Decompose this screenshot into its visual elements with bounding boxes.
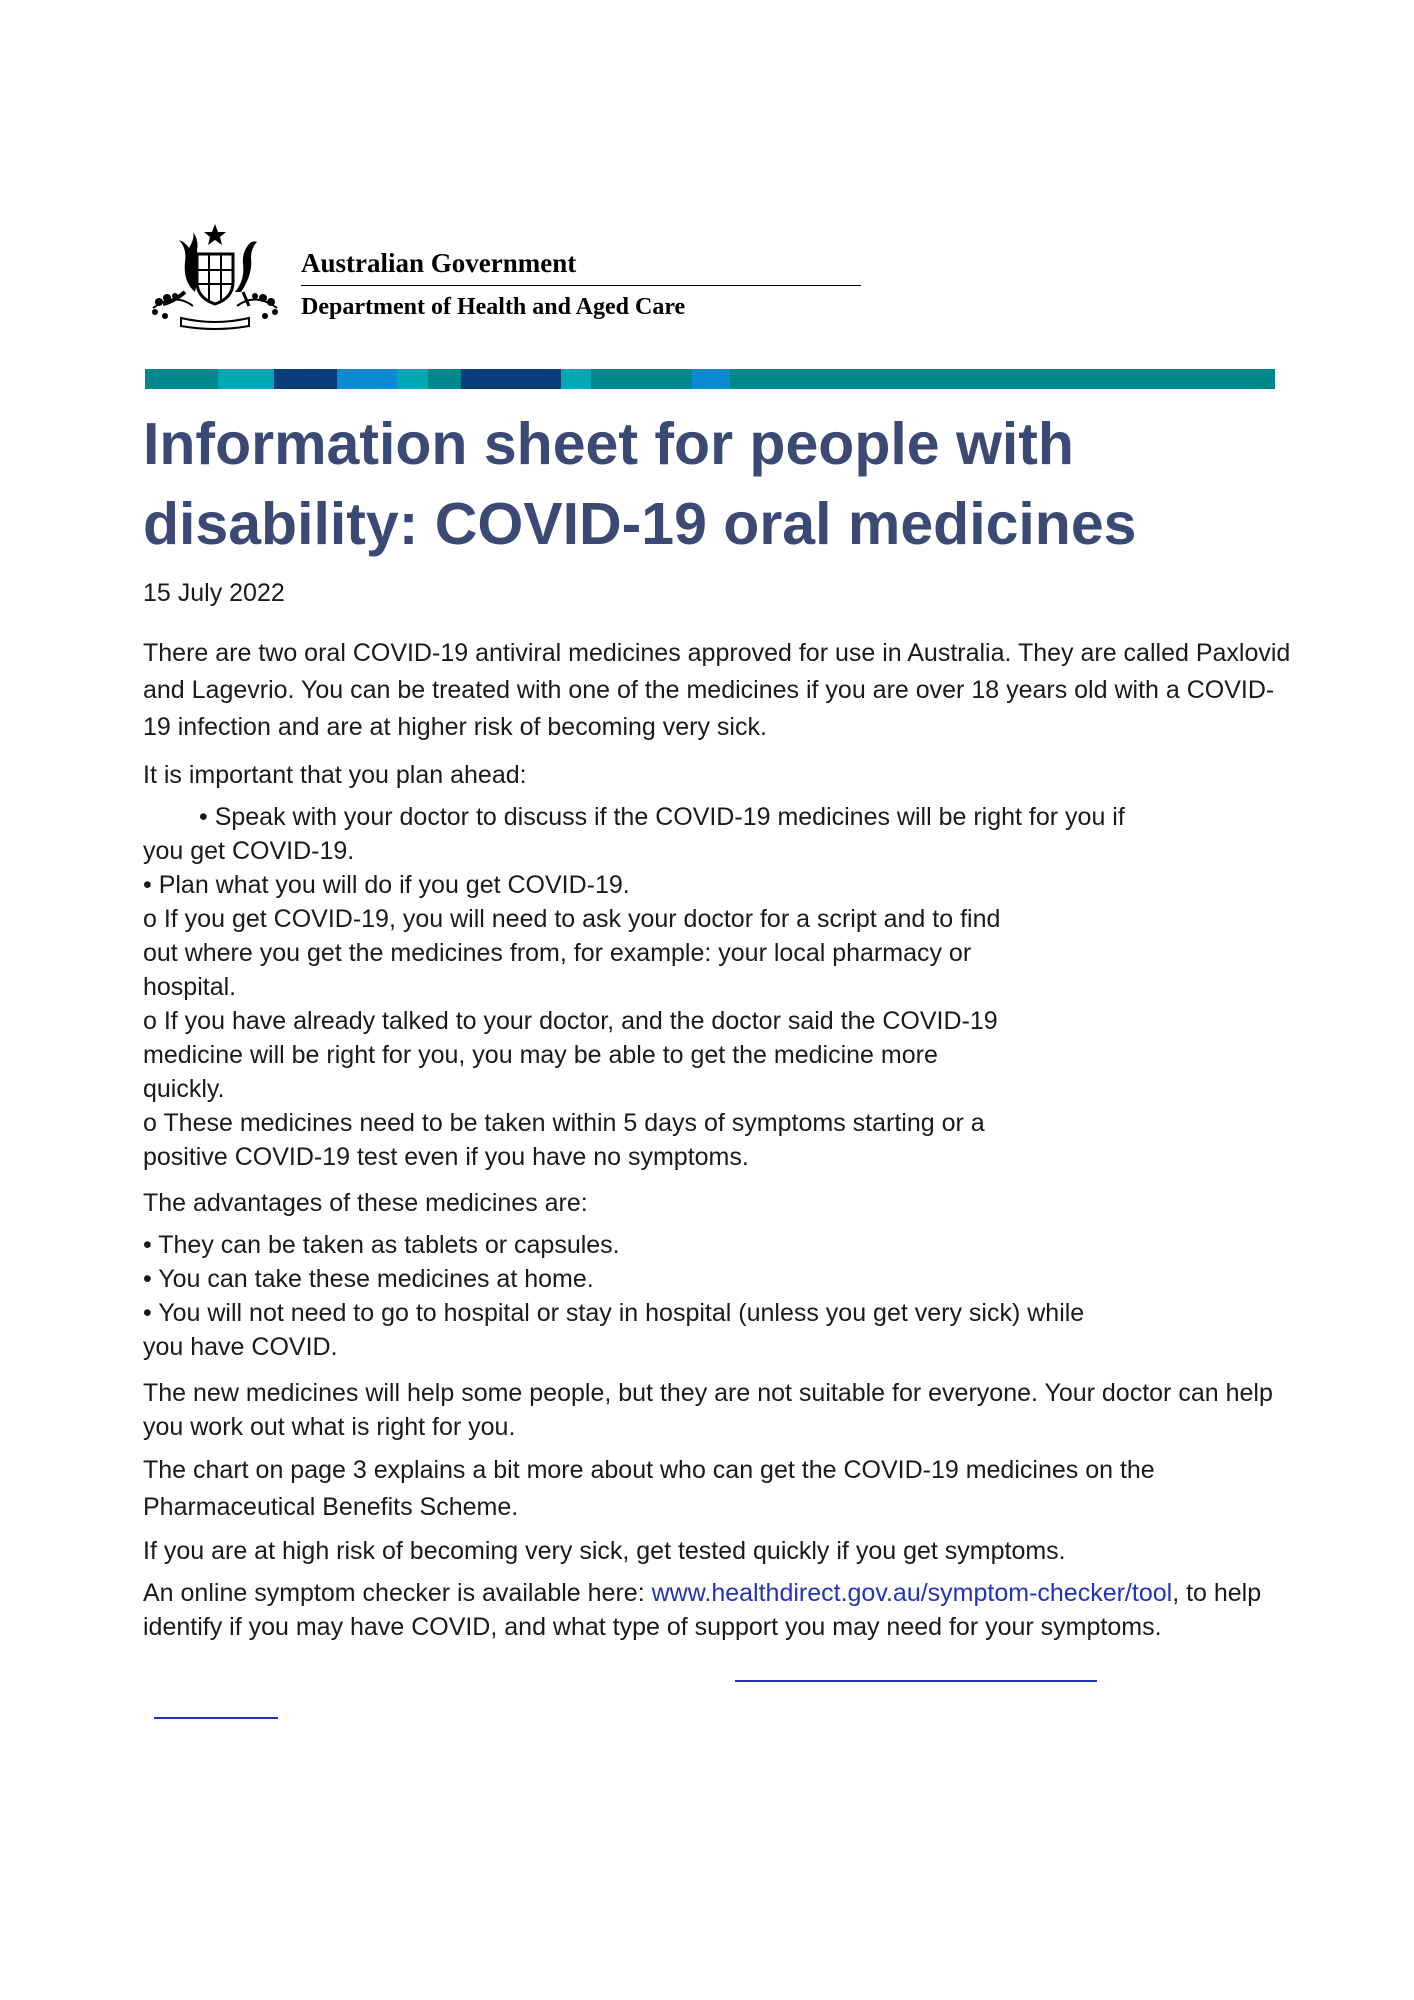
title-line-1: Information sheet for people with — [143, 411, 1074, 477]
advantages-list — [143, 1228, 1293, 1364]
department-name: Department of Health and Aged Care — [301, 294, 686, 320]
list-item: • You can take these medicines at home. — [143, 1265, 594, 1293]
coat-of-arms-icon — [145, 222, 285, 330]
band-segment — [692, 369, 730, 389]
chart-reference-paragraph: The chart on page 3 explains a bit more about who can get the COVID-19 medicines on the Pharmaceutical Benefits Scheme. — [143, 1456, 1155, 1521]
list-item: o These medicines need to be taken within 5 days of symptoms starting or a — [143, 1109, 985, 1137]
list-item: • You will not need to go to hospital or stay in hospital (unless you get very sick) while — [143, 1299, 1085, 1327]
plan-heading: It is important that you plan ahead: — [143, 761, 527, 789]
header-colour-band — [145, 369, 1275, 389]
list-item: out where you get the medicines from, for example: your local pharmacy or — [143, 939, 972, 967]
list-item: quickly. — [143, 1075, 225, 1103]
list-item: hospital. — [143, 973, 237, 1001]
page-title — [143, 404, 1283, 564]
link-underline — [154, 1717, 278, 1719]
title-line-2: disability: COVID-19 oral medicines — [143, 491, 1137, 557]
symptom-checker-outro: , to help identify if you may have COVID, and what type of support you may need for your symptoms. — [143, 1579, 1262, 1641]
symptom-checker-link[interactable]: www.healthdirect.gov.au/symptom-checker/tool — [651, 1579, 1173, 1607]
plan-list — [143, 800, 1293, 1174]
band-segment — [218, 369, 274, 389]
list-item: • Plan what you will do if you get COVID-19. — [143, 871, 630, 899]
band-segment — [274, 369, 337, 389]
publication-date: 15 July 2022 — [143, 579, 285, 607]
list-item: positive COVID-19 test even if you have no symptoms. — [143, 1143, 749, 1171]
advantages-heading: The advantages of these medicines are: — [143, 1189, 588, 1217]
list-item: o If you get COVID-19, you will need to ask your doctor for a script and to find — [143, 905, 1001, 933]
band-segment — [145, 369, 218, 389]
band-segment — [397, 369, 428, 389]
suitability-paragraph: The new medicines will help some people, but they are not suitable for everyone. Your doctor can help you work out what is right for you. — [143, 1379, 1273, 1441]
government-name: Australian Government — [301, 246, 861, 286]
band-segment — [461, 369, 561, 389]
band-segment — [337, 369, 397, 389]
list-item: • Speak with your doctor to discuss if the COVID-19 medicines will be right for you if — [199, 803, 1125, 831]
government-logo — [145, 222, 720, 330]
band-segment — [428, 369, 461, 389]
list-item: medicine will be right for you, you may be able to get the medicine more — [143, 1041, 938, 1069]
list-item: you have COVID. — [143, 1333, 338, 1361]
symptom-checker-intro: An online symptom checker is available here: — [143, 1579, 652, 1607]
symptom-checker-paragraph — [143, 1576, 1293, 1644]
intro-paragraph: There are two oral COVID-19 antiviral medicines approved for use in Australia. They are called Paxlovid and Lagevrio. You can be treated with one of the medicines if you are over 18 years old with a COVID-19 infection and are at higher risk of becoming very sick. — [143, 639, 1291, 741]
band-segment — [730, 369, 1275, 389]
list-item: o If you have already talked to your doctor, and the doctor said the COVID-19 — [143, 1007, 998, 1035]
band-segment — [561, 369, 591, 389]
high-risk-paragraph: If you are at high risk of becoming very sick, get tested quickly if you get symptoms. — [143, 1537, 1066, 1565]
list-item: • They can be taken as tablets or capsules. — [143, 1231, 620, 1259]
list-item: you get COVID-19. — [143, 837, 355, 865]
government-wordmark — [301, 246, 861, 323]
document-body — [143, 576, 1293, 1656]
band-segment — [591, 369, 692, 389]
link-underline — [735, 1680, 1097, 1682]
